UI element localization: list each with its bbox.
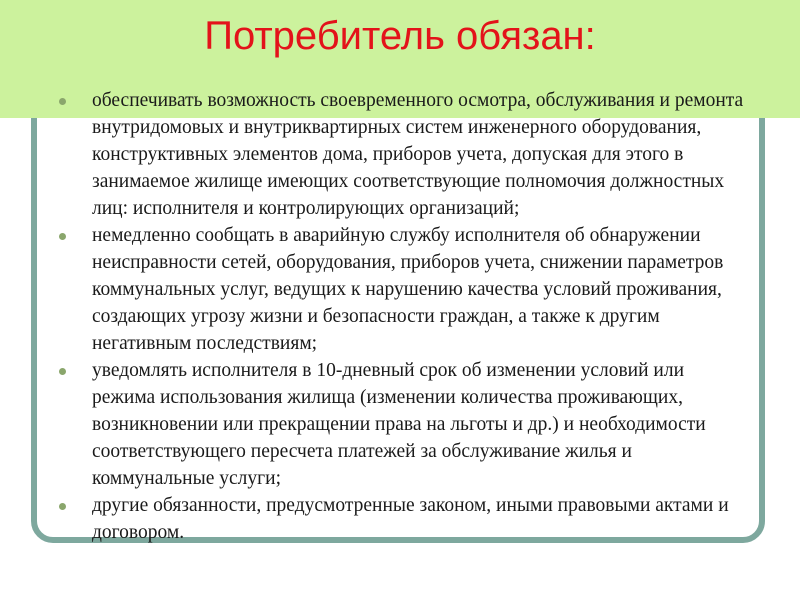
bullet-icon xyxy=(59,98,66,105)
list-item-text: уведомлять исполнителя в 10-дневный срок об изменении условий или режима использования жилища (изменении количества проживающих, возникновении или прекращении права на льготы и др.) и необходимости соответствующего пересчета платежей за обслуживание жилья и коммунальные услуги; xyxy=(92,360,706,489)
obligations-list xyxy=(50,87,750,546)
slide-title: Потребитель обязан: xyxy=(204,14,596,58)
list-item-text: другие обязанности, предусмотренные законом, иными правовыми актами и договором. xyxy=(92,495,729,543)
list-item-text: немедленно сообщать в аварийную службу исполнителя об обнаружении неисправности сетей, оборудования, приборов учета, снижении параметров коммунальных услуг, ведущих к нарушению качества условий проживания, создающих угрозу жизни и безопасности граждан, а также к другим негативным последствиям; xyxy=(92,225,724,354)
list-item xyxy=(50,492,750,546)
list-item-text: обеспечивать возможность своевременного осмотра, обслуживания и ремонта внутридомовых и внутриквартирных систем инженерного оборудования, конструктивных элементов дома, приборов учета, допуская для этого в занимаемое жилище имеющих соответствующие полномочия должностных лиц: исполнителя и контролирующих организаций; xyxy=(92,90,744,219)
bullet-icon xyxy=(59,233,66,240)
content-area xyxy=(50,87,750,546)
list-item xyxy=(50,222,750,357)
list-item xyxy=(50,357,750,492)
bullet-icon xyxy=(59,503,66,510)
list-item xyxy=(50,87,750,222)
bullet-icon xyxy=(59,368,66,375)
